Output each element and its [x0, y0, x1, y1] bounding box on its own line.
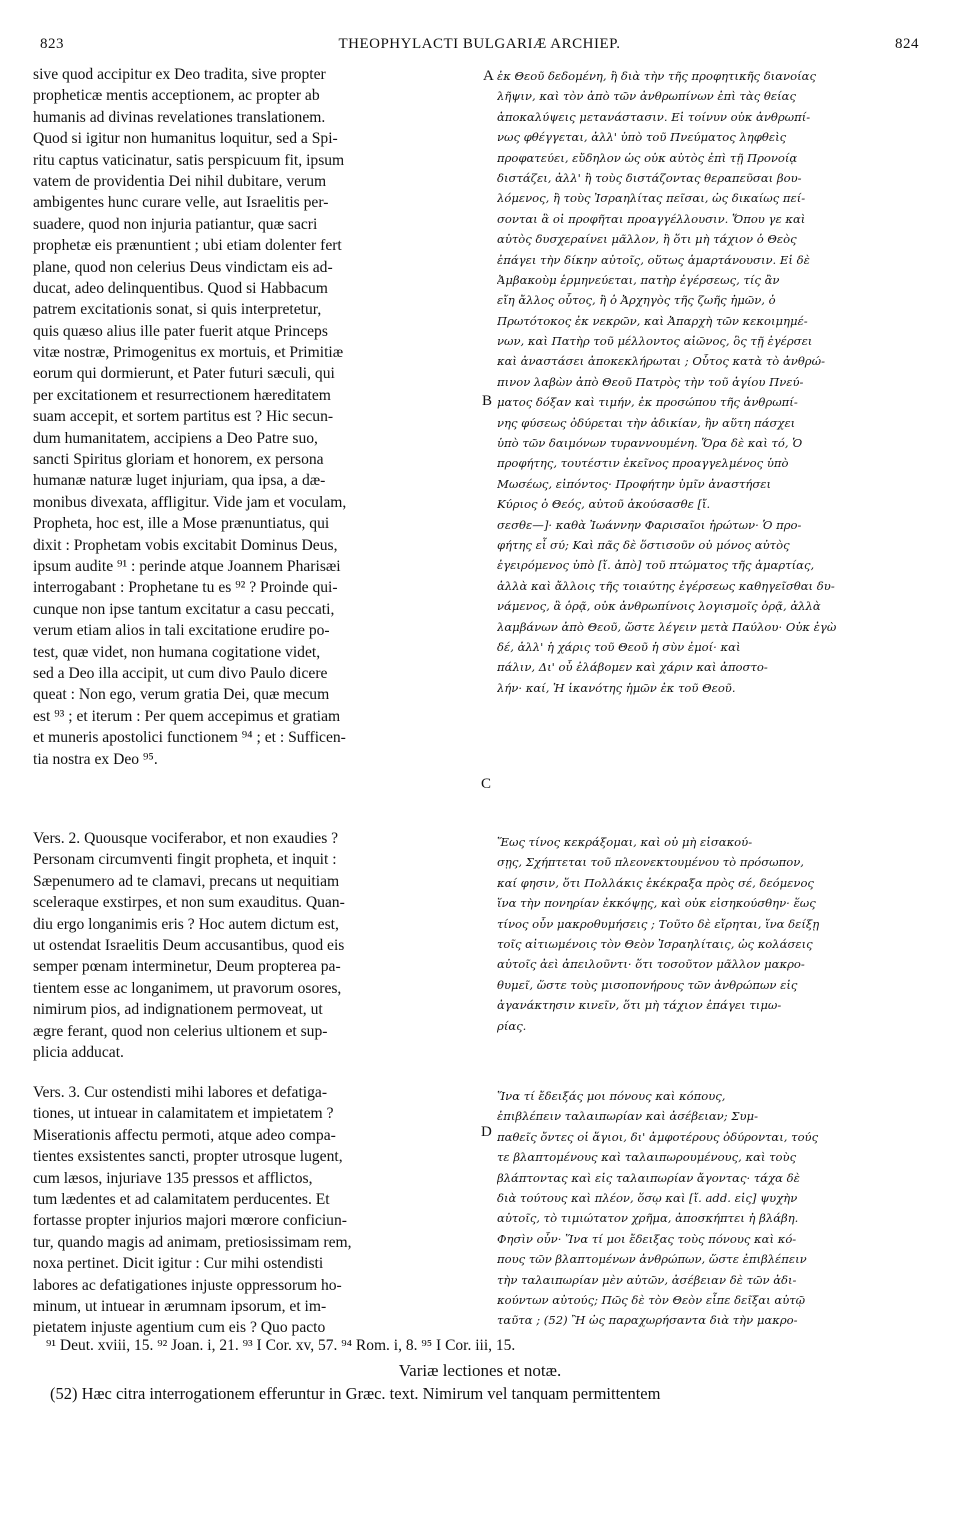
latin-text-line: patrem excitationis sonat, si quis interpretetur, [33, 301, 322, 319]
latin-text-line: cum læsos, injuriave 135 pressos et afflictos, [33, 1169, 313, 1187]
latin-text-line: verum etiam alios in tali excitatione erudire po- [33, 622, 330, 640]
latin-text-line: tia nostra ex Deo ⁹⁵. [33, 750, 158, 768]
latin-text-line: tur, quando magis ad animam, pretiosissimam rem, [33, 1233, 352, 1251]
latin-text-line: dixit : Prophetam vobis excitabit Dominus Deus, [33, 536, 338, 554]
greek-text-line: Κύριος ὁ Θεός, αὐτοῦ ἀκούσασθε [ἴ. [497, 497, 711, 512]
greek-column-block-3 [497, 1086, 927, 1331]
scripture-references: ⁹¹ Deut. xviii, 15. ⁹² Joan. i, 21. ⁹³ I Cor. xv, 57. ⁹⁴ Rom. i, 8. ⁹⁵ I Cor. iii, 15. [46, 1337, 516, 1354]
greek-text-line: δέ, ἀλλ' ἡ χάρις τοῦ Θεοῦ ἡ σὺν ἐμοί· καὶ [497, 639, 741, 654]
greek-text-line: Ἕως τίνος κεκράξομαι, καὶ οὐ μὴ εἰσακού- [497, 835, 753, 849]
greek-text-line: διὰ τούτους καὶ πλέον, ὅσῳ καὶ [ἴ. add. εἰς] ψυχὴν [497, 1190, 798, 1205]
greek-text-line: αὐτοῖς ἀεὶ ἀπειλοῦντι· ὅτι τοσοῦτον μᾶλλον μακρο- [497, 957, 805, 972]
latin-text-line: test, quæ videt, non humana cogitatione videt, [33, 643, 321, 661]
greek-text-line: καὶ ἀναστάσει ἀποκεκλήρωται ; Οὗτος κατὰ τὸ ἀνθρώ- [497, 354, 825, 369]
latin-text-line: ducat, adeo delinquentibus. Quod si Habbacum [33, 279, 328, 297]
greek-text-line: νάμενος, ἃ ὁρᾷ, οὐκ ἀνθρωπίνοις λογισμοῖς ὁρᾷ, ἀλλὰ [497, 599, 821, 614]
latin-text-line: est ⁹³ ; et iterum : Per quem accepimus et gratiam [33, 707, 341, 725]
greek-text-line: τε βλαπτομένους καὶ ταλαιπωρουμένους, καὶ τοὺς [497, 1150, 797, 1165]
latin-text-line: queat : Non ego, verum gratia Dei, quæ mecum [33, 686, 330, 704]
latin-text-line: tum lædentes et ad calamitatem perducentes. Et [33, 1190, 330, 1208]
page-number-left: 823 [40, 36, 64, 52]
greek-text-line: τὴν ταλαιπωρίαν μὲν αὐτῶν, ἀσέβειαν δὲ τῶν ἀδι- [497, 1272, 797, 1287]
greek-column-block-1 [497, 66, 927, 698]
greek-text-line: ταῦτα ; (52) Ἢ ὡς παραχωρήσαντα διὰ τὴν μακρο- [497, 1313, 798, 1328]
greek-column-block-2 [497, 832, 927, 1036]
latin-text-line: sancti Spiritus gloriam et honorem, ex persona [33, 451, 324, 469]
latin-column-block-3 [33, 1082, 473, 1339]
greek-text-line: ἀποκαλύψεις μετανάστασιν. Εἰ τοίνυν οὐκ ἀνθρωπί- [497, 109, 811, 124]
latin-text-line: ritu captus vaticinatur, satis perspicuum fit, ipsum [33, 151, 345, 169]
greek-text-line: ἀλλὰ καὶ ἄλλοις τῆς τοιαύτης ἐγέρσεως καθηγεῖσθαι δυ- [497, 578, 835, 593]
latin-text-line: quis quæso alius ille pater fuerit atque Princeps [33, 322, 328, 340]
variae-lectiones-title: Variæ lectiones et notæ. [398, 1361, 562, 1380]
latin-text-line: Sæpenumero ad te clamavi, precans ut nequitiam [33, 872, 340, 890]
latin-text-line: tientem esse ac longanimem, ut pravorum osores, [33, 979, 342, 997]
latin-text-line: ægre ferant, quod non celerius ultionem et sup- [33, 1022, 328, 1040]
latin-text-line: humanæ naturæ luget injuriam, qua ipsa, a dæ- [33, 472, 326, 490]
greek-text-line: ματος δόξαν καὶ τιμήν, ἐκ προσώπου τῆς ἀνθρωπί- [497, 395, 798, 410]
greek-text-line: ἐπάγει τὴν δίκην αὐτοῖς, οὕτως ἁμαρτάνουσιν. Εἰ δὲ [497, 252, 810, 267]
greek-text-line: νων, καὶ Πατὴρ τοῦ μέλλοντος αἰῶνος, ὃς τῇ ἐγέρσει [497, 334, 813, 349]
greek-text-line: νης φύσεως ὀδύρεται τὴν ἀδικίαν, ἣν αὕτη πάσχει [497, 415, 796, 430]
latin-text-line: sceleraque exstirpes, et non sum exauditus. Quan- [33, 894, 345, 912]
greek-text-line: τοῖς αἰτιωμένοις τὸν Θεὸν Ἰσραηλίταις, ὡς κολάσεις [497, 936, 813, 951]
margin-marker-d: D [481, 1124, 492, 1140]
greek-text-line: προφήτης, τουτέστιν ἐκεῖνος προαγγελμένος ὑπὸ [497, 456, 789, 471]
greek-text-line: καί φησιν, ὅτι Πολλάκις ἐκέκραξα πρὸς σέ, δεόμενος [497, 875, 814, 890]
latin-text-line: Propheta, hoc est, ille a Mose prænuntiatus, qui [33, 515, 330, 533]
latin-text-line: Vers. 3. Cur ostendisti mihi labores et defatiga- [33, 1084, 328, 1101]
running-title: THEOPHYLACTI BULGARIÆ ARCHIEP. [338, 36, 621, 52]
page-number-right: 824 [895, 36, 919, 52]
greek-text-line: σῃς, Σχήπτεται τοῦ πλεονεκτουμένου τὸ πρόσωπον, [497, 855, 804, 870]
latin-text-line: suadere, quod non injuria patiantur, quæ sacri [33, 215, 318, 233]
latin-text-line: plane, quod non celerius Deus vindictam eis ad- [33, 258, 333, 276]
greek-text-line: παθεῖς ὄντες οἱ ἅγιοι, δι' ἀμφοτέρους ὀδύρονται, τούς [497, 1129, 819, 1144]
latin-text-line: eorum qui dormierunt, et Pater futuri sæculi, qui [33, 365, 335, 383]
greek-text-line: λόμενος, ἢ τοὺς Ἰσραηλίτας πεῖσαι, ὡς δικαίως πεί- [497, 191, 806, 206]
greek-text-line: ἀγανάκτησιν κινεῖν, ὅτι μὴ τάχιον ἐπάγει τιμω- [497, 998, 782, 1013]
latin-text-line: monibus divexata, affligitur. Vide jam et voculam, [33, 493, 347, 511]
latin-text-line: Quod si igitur non humanitus loquitur, sed a Spi- [33, 130, 338, 148]
greek-text-line: σονται ἃ οἱ προφῆται προαγγέλλουσιν. Ὅπου γε καὶ [497, 211, 806, 226]
latin-text-line: ut ostendat Israelitis Deum accusantibus, quod eis [33, 936, 345, 954]
greek-text-line: λῆψιν, καὶ τὸν ἀπὸ τῶν ἀνθρωπίνων ἐπὶ τὰς θείας [497, 89, 796, 104]
greek-text-line: πους τῶν βλαπτομένων ἀνθρώπων, ὥστε ἐπιβλέπειν [497, 1252, 807, 1267]
latin-text-line: labores ac defatigationes injuste oppressorum ho- [33, 1276, 342, 1294]
latin-text-line: tientes exsistentes sancti, propter utrosque lugent, [33, 1148, 343, 1166]
greek-text-line: αὐτοῖς, τὸ τιμιώτατον χρῆμα, ἀποσκήπτει ἡ βλάβη. [497, 1211, 799, 1226]
latin-text-line: Miserationis affectu permoti, atque adeo compa- [33, 1126, 336, 1144]
latin-text-line: pietatem injuste agentium cum eis ? Quo pacto [33, 1319, 326, 1337]
greek-text-line: σεσθε—]· καθὰ Ἰωάννην Φαρισαῖοι ἠρώτων· Ὁ προ- [497, 517, 802, 532]
latin-text-line: Personam circumventi fingit propheta, et inquit : [33, 851, 337, 869]
greek-text-line: Ἵνα τί ἔδειξάς μοι πόνους καὶ κόπους, [497, 1089, 726, 1103]
greek-text-line: βλάπτοντας καὶ εἰς ταλαιπωρίαν ἄγοντας· τάχα δὲ [497, 1170, 800, 1185]
latin-text-line: diu ergo longanimis eris ? Hoc autem dictum est, [33, 915, 339, 933]
greek-text-line: κούντων αὐτούς; Πῶς δὲ τὸν Θεὸν εἶπε δεῖξαι αὐτῷ [497, 1292, 806, 1307]
greek-text-line: λαμβάνων ἀπὸ Θεοῦ, ὥστε λέγειν μετὰ Παύλου· Οὐκ ἐγὼ [497, 619, 837, 634]
greek-text-line: ρίας. [497, 1018, 527, 1033]
latin-text-line: Vers. 2. Quousque vociferabor, et non exaudies ? [33, 830, 339, 847]
greek-text-line: ὑπὸ τῶν δαιμόνων τυραννουμένη. Ὅρα δὲ καὶ τό, Ὁ [497, 436, 803, 451]
latin-text-line: dum humanitatem, accipiens a Deo Patre suo, [33, 429, 318, 447]
greek-text-line: ἐκ Θεοῦ δεδομένη, ἢ διὰ τὴν τῆς προφητικῆς διανοίας [497, 69, 816, 83]
footnote-52: (52) Hæc citra interrogationem efferuntur in Græc. text. Nimirum vel tanquam permittentem [50, 1384, 661, 1403]
greek-text-line: Ἀμβακοὺμ ἑρμηνεύεται, πατὴρ ἐγέρσεως, τίς ἂν [497, 272, 780, 287]
latin-text-line: vatem de providentia Dei nihil dubitare, verum [33, 172, 327, 190]
greek-text-line: Φησὶν οὖν· Ἵνα τί μοι ἔδειξας τοὺς πόνους καὶ κό- [497, 1231, 797, 1246]
latin-text-line: vitæ nostræ, Primogenitus ex mortuis, et Primitiæ [33, 344, 344, 362]
latin-text-line: humanis ad divinas revelationes translationem. [33, 108, 326, 126]
latin-text-line: sed a Deo illa accipit, ut cum divo Paulo dicere [33, 664, 328, 682]
greek-text-line: αὐτὸς δυσχεραίνει μᾶλλον, ἢ ὅτι μὴ τάχιον ὁ Θεὸς [497, 232, 797, 247]
greek-text-line: ἵνα τὴν πονηρίαν ἐκκόψῃς, καὶ οὐκ εἰσηκούσθην· ἕως [497, 896, 816, 911]
page-header [40, 36, 919, 58]
latin-text-line: propheticæ mentis acceptionem, ac propter ab [33, 87, 320, 105]
greek-text-line: νως φθέγγεται, ἀλλ' ὑπὸ τοῦ Πνεύματος ληφθεὶς [497, 130, 787, 145]
margin-marker-b: B [482, 393, 493, 409]
margin-marker-a: A [483, 68, 494, 84]
latin-column-block-2 [33, 828, 473, 1063]
latin-column-block-1 [33, 64, 473, 770]
latin-text-line: minum, ut intuear in ærumnam ipsorum, et im- [33, 1297, 327, 1315]
latin-text-line: et muneris apostolici functionem ⁹⁴ ; et : Sufficen- [33, 729, 346, 747]
latin-text-line: suam accepit, et sortem partitus est ? Hic secun- [33, 408, 334, 426]
latin-text-line: prophetæ eis prænuntient ; ubi etiam dolenter fert [33, 237, 342, 255]
latin-text-line: ipsum audite ⁹¹ : perinde atque Joannem Pharisæi [33, 557, 341, 575]
greek-text-line: Μωσέως, εἰπόντος· Προφήτην ὑμῖν ἀναστήσει [497, 476, 772, 491]
greek-text-line: ἐπιβλέπειν ταλαιπωρίαν καὶ ἀσέβειαν; Συμ- [497, 1109, 759, 1124]
greek-text-line: τίνος οὖν μακροθυμήσεις ; Τοῦτο δὲ εἴρηται, ἵνα δείξῃ [497, 916, 820, 931]
margin-marker-c: C [481, 776, 492, 792]
latin-text-line: ambigentes hunc curare velle, aut Israelitis per- [33, 194, 329, 212]
greek-text-line: Πρωτότοκος ἐκ νεκρῶν, καὶ Ἀπαρχὴ τῶν κεκοιμημέ- [497, 313, 808, 328]
greek-text-line: φήτης εἶ σύ; Καὶ πᾶς δὲ ὅστισοῦν οὐ μόνος αὐτὸς [497, 537, 790, 552]
greek-text-line: πάλιν, Δι' οὗ ἐλάβομεν καὶ χάριν καὶ ἀποστο- [497, 660, 768, 675]
greek-text-line: θυμεῖ, ὥστε τοὺς μισοπονήρους τῶν ἀνθρώπων εἰς [497, 977, 798, 992]
latin-text-line: plicia adducat. [33, 1043, 124, 1061]
greek-text-line: λήν· καί, Ἡ ἱκανότης ἡμῶν ἐκ τοῦ Θεοῦ. [497, 680, 736, 695]
latin-text-line: fortasse propter injurios majori mœrore conficiun- [33, 1212, 347, 1230]
latin-text-line: noxa pertinet. Dicit igitur : Cur mihi ostendisti [33, 1255, 324, 1273]
latin-text-line: sive quod accipitur ex Deo tradita, sive propter [33, 66, 326, 83]
latin-text-line: semper pœnam interminetur, Deum propterea pa- [33, 958, 341, 976]
latin-text-line: tiones, ut intuear in calamitatem et impietatem ? [33, 1105, 334, 1123]
greek-text-line: πινον λαβὼν ἀπὸ Θεοῦ Πατρὸς τὴν τοῦ ἁγίου Πνεύ- [497, 374, 804, 389]
latin-text-line: nimirum pios, ad indignationem permoveat, ut [33, 1001, 323, 1019]
greek-text-line: εἴη ἄλλος οὗτος, ἢ ὁ Ἀρχηγὸς τῆς ζωῆς ἡμῶν, ὁ [497, 293, 776, 308]
latin-text-line: per excitationem et resurrectionem hæreditatem [33, 386, 331, 404]
latin-text-line: cunque non ipse tantum excitatur a casu peccati, [33, 600, 335, 618]
latin-text-line: interrogabant : Prophetane tu es ⁹² ? Proinde qui- [33, 579, 338, 597]
greek-text-line: διστάζει, ἀλλ' ἢ τοὺς διστάζοντας θεραπεῦσαι βου- [497, 170, 802, 185]
greek-text-line: προφατεύει, εὔδηλον ὡς οὐκ αὐτὸς ἐπὶ τῇ Προνοίᾳ [497, 150, 798, 165]
greek-text-line: ἐγειρόμενος ὑπὸ [ἴ. ἀπὸ] τοῦ πτώματος τῆς ἁμαρτίας, [497, 558, 815, 573]
